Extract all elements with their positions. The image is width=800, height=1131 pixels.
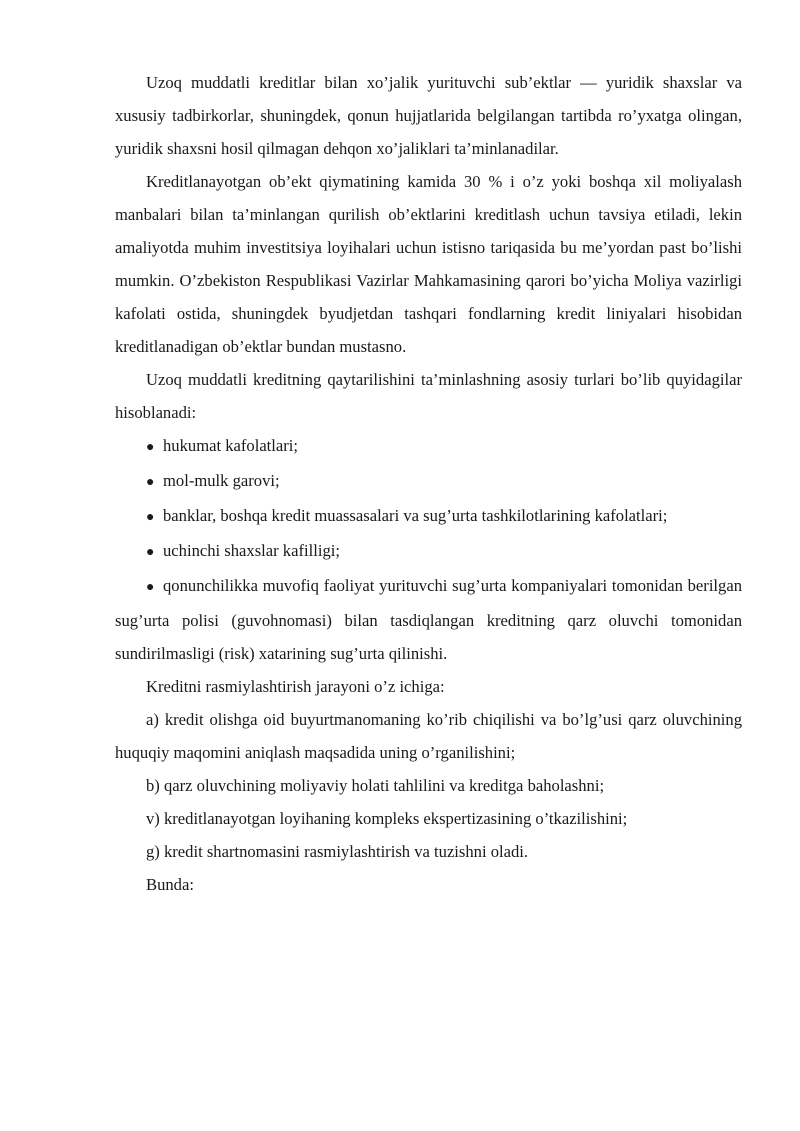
bullet-icon: ● xyxy=(146,580,155,595)
list-item-text: mol-mulk garovi; xyxy=(163,471,280,490)
list-item-text: qonunchilikka muvofiq faoliyat yurituvchi sug’urta kompaniyalari tomonidan berilgan sug’urta polisi (guvohnomasi) bilan tasdiqlangan kreditning qarz oluvchi tomonidan sundirilmasligi (risk) xatarining sug’urta qilinishi. xyxy=(115,576,742,663)
paragraph-long-term-credit-recipients: Uzoq muddatli kreditlar bilan xo’jalik yurituvchi sub’ektlar — yuridik shaxslar va xususiy tadbirkorlar, shuningdek, qonun hujjatlarida belgilangan tartibda ro’yxatga olingan, yuridik shaxsni hosil qilmagan dehqon xo’jaliklari ta’minlanadilar. xyxy=(115,73,742,158)
bullet-icon: ● xyxy=(146,545,155,560)
list-item xyxy=(115,464,742,499)
list-item-text: uchinchi shaxslar kafilligi; xyxy=(163,541,340,560)
list-item-text: banklar, boshqa kredit muassasalari va sug’urta tashkilotlarining kafolatlari; xyxy=(163,506,668,525)
document-body xyxy=(115,66,742,901)
list-item-text: hukumat kafolatlari; xyxy=(163,436,299,455)
list-item xyxy=(115,499,742,534)
list-item xyxy=(115,569,742,670)
paragraph-credit-conditions: Kreditlanayotgan ob’ekt qiymatining kamida 30 % i o’z yoki boshqa xil moliyalash manbalari bilan ta’minlangan qurilish ob’ektlarini kreditlash uchun tavsiya etiladi, lekin amaliyotda muhim investitsiya loyihalari uchun istisno tariqasida bu me’yordan past bo’lishi mumkin. O’zbekiston Respublikasi Vazirlar Mahkamasining qarori bo’yicha Moliya vazirligi kafolati ostida, shuningdek byudjetdan tashqari fondlarning kredit liniyalari hisobidan kreditlanadigan ob’ektlar bundan mustasno. xyxy=(115,172,742,356)
paragraph-formalization-intro: Kreditni rasmiylashtirish jarayoni o’z ichiga: xyxy=(146,677,445,696)
list-item: v) kreditlanayotgan loyihaning kompleks ekspertizasining o’tkazilishini; xyxy=(146,809,628,828)
list-item xyxy=(115,534,742,569)
list-item: a) kredit olishga oid buyurtmanomaning ko’rib chiqilishi va bo’lg’usi qarz oluvchining huquqiy maqomini aniqlash maqsadida uning o’rganilishini; xyxy=(115,710,742,762)
list-item xyxy=(115,429,742,464)
list-item: g) kredit shartnomasini rasmiylashtirish va tuzishni oladi. xyxy=(146,842,529,861)
bullet-icon: ● xyxy=(146,475,155,490)
bullet-icon: ● xyxy=(146,510,155,525)
list-item: b) qarz oluvchining moliyaviy holati tahlilini va kreditga baholashni; xyxy=(146,776,605,795)
bullet-icon: ● xyxy=(146,440,155,455)
paragraph-repayment-types-intro: Uzoq muddatli kreditning qaytarilishini ta’minlashning asosiy turlari bo’lib quyidagilar hisoblanadi: xyxy=(115,370,742,422)
paragraph-bunda: Bunda: xyxy=(146,875,194,894)
